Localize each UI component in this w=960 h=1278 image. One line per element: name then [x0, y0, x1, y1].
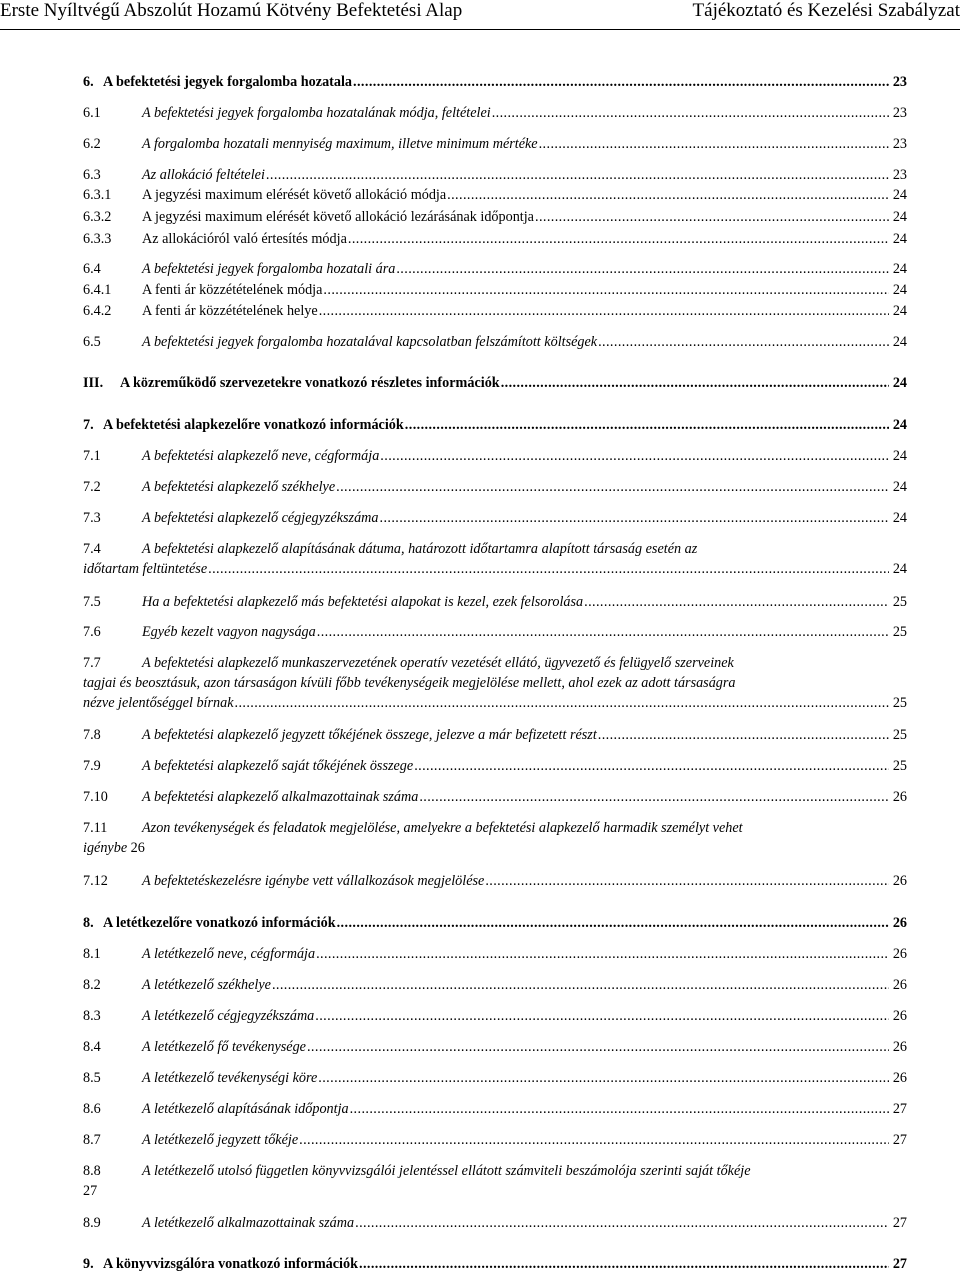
- toc-number: 6.3.2: [83, 209, 112, 225]
- toc-title-line-1: A befektetési alapkezelő alapításának dátuma, határozott időtartamra alapított társaság esetén az: [142, 541, 698, 557]
- toc-title-line-1: A befektetési alapkezelő munkaszervezetének operatív vezetését ellátó, ügyvezető és felügyelő szerveinek: [142, 655, 734, 671]
- toc-page: 24: [892, 231, 907, 247]
- toc-leader-dots: [396, 259, 889, 279]
- toc-page: 26: [892, 946, 907, 962]
- toc-entry-8-3[interactable]: [83, 1006, 907, 1026]
- page-header: [0, 0, 960, 22]
- toc-title: A letétkezelőre vonatkozó információk: [103, 915, 336, 931]
- toc-entry-6-1[interactable]: [83, 103, 907, 123]
- toc-leader-dots: [348, 229, 889, 249]
- toc-leader-dots: [539, 134, 889, 154]
- toc-page: 26: [892, 977, 907, 993]
- toc-title: A befektetési jegyek forgalomba hozatali ára: [142, 261, 396, 277]
- toc-number: 8.6: [83, 1101, 101, 1117]
- toc-leader-dots: [501, 373, 889, 393]
- toc-title: A befektetési jegyek forgalomba hozatala: [103, 74, 353, 90]
- toc-number: 7.6: [83, 624, 101, 640]
- toc-page: 24: [892, 209, 907, 225]
- toc-entry-8-7[interactable]: [83, 1130, 907, 1150]
- toc-entry-7-11[interactable]: [83, 818, 907, 858]
- toc-leader-dots: [315, 1006, 889, 1026]
- toc-page: 25: [892, 695, 907, 711]
- toc-number: III.: [83, 375, 104, 391]
- toc-page: 26: [892, 789, 907, 805]
- toc-leader-dots: [447, 185, 889, 205]
- toc-leader-dots: [584, 592, 889, 612]
- toc-number: 6.: [83, 74, 94, 90]
- toc-title: A fenti ár közzétételének helye: [142, 303, 318, 319]
- toc-page: 27: [83, 1183, 98, 1199]
- toc-title: A befektetéskezelésre igénybe vett vállalkozások megjelölése: [142, 873, 485, 889]
- toc-page: 27: [892, 1132, 907, 1148]
- toc-leader-dots: [299, 1130, 889, 1150]
- toc-page: 26: [892, 1008, 907, 1024]
- toc-number: 7.7: [83, 655, 101, 671]
- toc-page: 26: [892, 1039, 907, 1055]
- toc-title-line-1: A letétkezelő utolsó független könyvvizsgálói jelentéssel ellátott számviteli beszámolója szerinti saját tőkéje: [142, 1163, 751, 1179]
- toc-page: 24: [892, 261, 907, 277]
- toc-number: 7.2: [83, 479, 101, 495]
- toc-page: 27: [892, 1256, 907, 1272]
- toc-title: A forgalomba hozatali mennyiség maximum, illetve minimum mértéke: [142, 136, 538, 152]
- toc-title: Ha a befektetési alapkezelő más befektetési alapokat is kezel, ezek felsorolása: [142, 594, 584, 610]
- toc-page: 24: [892, 417, 907, 433]
- toc-page: 23: [892, 136, 907, 152]
- toc-page: 26: [892, 873, 907, 889]
- toc-entry-7-10[interactable]: [83, 787, 907, 807]
- toc-entry-8-1[interactable]: [83, 944, 907, 964]
- toc-title: A letétkezelő neve, cégformája: [142, 946, 316, 962]
- header-rule: [0, 29, 960, 30]
- toc-entry-7-7[interactable]: [83, 653, 907, 713]
- toc-number: 7.3: [83, 510, 101, 526]
- toc-title: A letétkezelő cégjegyzékszáma: [142, 1008, 315, 1024]
- toc-entry-6-3[interactable]: [83, 165, 907, 185]
- toc-entry-9[interactable]: [83, 1254, 907, 1274]
- toc-title: A letétkezelő tevékenységi köre: [142, 1070, 318, 1086]
- toc-number: 6.3.1: [83, 187, 112, 203]
- toc-leader-dots: [307, 1037, 889, 1057]
- toc-page: 24: [892, 334, 907, 350]
- toc-leader-dots: [208, 559, 889, 579]
- toc-leader-dots: [316, 944, 889, 964]
- toc-number: 8.2: [83, 977, 101, 993]
- toc-number: 7.9: [83, 758, 101, 774]
- toc-number: 7.4: [83, 541, 101, 557]
- toc-page: 24: [892, 479, 907, 495]
- toc-number: 7.: [83, 417, 94, 433]
- toc-title: A fenti ár közzétételének módja: [142, 282, 323, 298]
- toc-page: 24: [892, 187, 907, 203]
- toc-number: 6.4.1: [83, 282, 112, 298]
- toc-title: A befektetési alapkezelő alkalmazottainak száma: [142, 789, 419, 805]
- toc-number: 8.9: [83, 1215, 101, 1231]
- toc-leader-dots: [353, 72, 889, 92]
- toc-title: A befektetési alapkezelő székhelye: [142, 479, 336, 495]
- toc-leader-dots: [266, 165, 889, 185]
- toc-page: 26: [892, 915, 907, 931]
- toc-entry-7-5[interactable]: [83, 592, 907, 612]
- toc-number: 6.4.2: [83, 303, 112, 319]
- toc-title: A letétkezelő jegyzett tőkéje: [142, 1132, 299, 1148]
- toc-entry-8-8[interactable]: [83, 1161, 907, 1201]
- toc-title-line-3: nézve jelentőséggel bírnak: [83, 695, 234, 711]
- toc-page: 23: [892, 105, 907, 121]
- toc-title: A befektetési alapkezelő jegyzett tőkéjének összege, jelezve a már befizetett részt: [142, 727, 597, 743]
- toc-page: 26: [130, 840, 145, 856]
- toc-number: 9.: [83, 1256, 94, 1272]
- toc-title: A befektetési jegyek forgalomba hozatalának módja, feltételei: [142, 105, 491, 121]
- toc-number: 8.7: [83, 1132, 101, 1148]
- toc-entry-6[interactable]: [83, 72, 907, 92]
- toc-leader-dots: [318, 1068, 889, 1088]
- toc-title: Egyéb kezelt vagyon nagysága: [142, 624, 316, 640]
- toc-title: A jegyzési maximum elérését követő allokáció módja: [142, 187, 447, 203]
- toc-entry-6-4-2[interactable]: [83, 301, 907, 321]
- toc-entry-6-3-3[interactable]: [83, 229, 907, 249]
- toc-page: 25: [892, 758, 907, 774]
- toc-entry-III[interactable]: [83, 373, 907, 393]
- toc-entry-6-3-2[interactable]: [83, 207, 907, 227]
- toc-number: 7.1: [83, 448, 101, 464]
- toc-entry-7-4[interactable]: [83, 539, 907, 579]
- toc-number: 8.1: [83, 946, 101, 962]
- toc-title: A befektetési alapkezelő saját tőkéjének összege: [142, 758, 414, 774]
- toc-entry-7-9[interactable]: [83, 756, 907, 776]
- toc-leader-dots: [405, 415, 889, 435]
- toc-entry-7-6[interactable]: [83, 622, 907, 642]
- toc-number: 6.2: [83, 136, 101, 152]
- toc-entry-7[interactable]: [83, 415, 907, 435]
- toc-entry-7-8[interactable]: [83, 725, 907, 745]
- toc-number: 7.12: [83, 873, 108, 889]
- toc-title: A befektetési jegyek forgalomba hozatalával kapcsolatban felszámított költségek: [142, 334, 598, 350]
- toc-leader-dots: [380, 508, 890, 528]
- toc-number: 7.11: [83, 820, 108, 836]
- toc-number: 7.10: [83, 789, 108, 805]
- toc-page: 24: [892, 282, 907, 298]
- toc-leader-dots: [359, 1254, 889, 1274]
- toc-title: Az allokációról való értesítés módja: [142, 231, 347, 247]
- toc-number: 6.3.3: [83, 231, 112, 247]
- toc-leader-dots: [419, 787, 889, 807]
- toc-leader-dots: [598, 725, 889, 745]
- toc-entry-7-12[interactable]: [83, 871, 907, 891]
- toc-leader-dots: [414, 756, 889, 776]
- toc-title: A könyvvizsgálóra vonatkozó információk: [103, 1256, 358, 1272]
- toc-number: 6.4: [83, 261, 101, 277]
- toc-title-line-1: Azon tevékenységek és feladatok megjelölése, amelyekre a befektetési alapkezelő harmadik személyt vehet: [142, 820, 743, 836]
- toc-entry-6-4[interactable]: [83, 259, 907, 279]
- toc-number: 7.8: [83, 727, 101, 743]
- toc-leader-dots: [337, 913, 889, 933]
- toc-entry-8-6[interactable]: [83, 1099, 907, 1119]
- toc-title: A letétkezelő székhelye: [142, 977, 271, 993]
- toc-leader-dots: [535, 207, 889, 227]
- toc-leader-dots: [272, 975, 889, 995]
- toc-entry-8-4[interactable]: [83, 1037, 907, 1057]
- toc-entry-8-2[interactable]: [83, 975, 907, 995]
- header-fund-name: Erste Nyíltvégű Abszolút Hozamú Kötvény Befektetési Alap: [0, 0, 463, 21]
- toc-page: 24: [892, 375, 907, 391]
- toc-page: 27: [892, 1215, 907, 1231]
- toc-title-line-2: igénybe: [83, 840, 128, 856]
- toc-page: 23: [892, 167, 907, 183]
- toc-number: 6.1: [83, 105, 101, 121]
- toc-number: 8.8: [83, 1163, 101, 1179]
- toc-leader-dots: [323, 280, 889, 300]
- toc-page: 25: [892, 727, 907, 743]
- toc-page: 26: [892, 1070, 907, 1086]
- toc-title: A letétkezelő fő tevékenysége: [142, 1039, 306, 1055]
- toc-entry-7-3[interactable]: [83, 508, 907, 528]
- toc-title: A befektetési alapkezelőre vonatkozó információk: [103, 417, 404, 433]
- toc-title: A közreműködő szervezetekre vonatkozó részletes információk: [120, 375, 500, 391]
- toc-leader-dots: [380, 446, 889, 466]
- toc-number: 6.5: [83, 334, 101, 350]
- toc-leader-dots: [492, 103, 889, 123]
- toc-page: 24: [892, 448, 907, 464]
- toc-leader-dots: [336, 477, 889, 497]
- toc-page: 25: [892, 624, 907, 640]
- toc-leader-dots: [598, 332, 889, 352]
- toc-leader-dots: [319, 301, 889, 321]
- toc-page: 23: [892, 74, 907, 90]
- toc-entry-6-5[interactable]: [83, 332, 907, 352]
- toc-number: 8.: [83, 915, 94, 931]
- toc-leader-dots: [235, 693, 890, 713]
- toc-entry-8-9[interactable]: [83, 1213, 907, 1233]
- toc-entry-6-3-1[interactable]: [83, 185, 907, 205]
- toc-entry-6-2[interactable]: [83, 134, 907, 154]
- toc-page: 25: [892, 594, 907, 610]
- toc-page: 27: [892, 1101, 907, 1117]
- toc-number: 7.5: [83, 594, 101, 610]
- toc-title: A befektetési alapkezelő cégjegyzékszáma: [142, 510, 379, 526]
- toc-number: 8.4: [83, 1039, 101, 1055]
- toc-title: A letétkezelő alkalmazottainak száma: [142, 1215, 355, 1231]
- toc-leader-dots: [317, 622, 889, 642]
- toc-entry-7-1[interactable]: [83, 446, 907, 466]
- toc-title: A letétkezelő alapításának időpontja: [142, 1101, 349, 1117]
- toc-title: A jegyzési maximum elérését követő allokáció lezárásának időpontja: [142, 209, 534, 225]
- toc-number: 8.3: [83, 1008, 101, 1024]
- toc-leader-dots: [350, 1099, 889, 1119]
- toc-page: 24: [892, 303, 907, 319]
- toc-entry-7-2[interactable]: [83, 477, 907, 497]
- toc-title-line-2: tagjai és beosztásuk, azon társaságon kívüli főbb tevékenységeik megjelölése mellett, ahol ezek az adott társaságra: [83, 675, 736, 691]
- header-document-title: Tájékoztató és Kezelési Szabályzat: [692, 0, 960, 21]
- toc-number: 6.3: [83, 167, 101, 183]
- toc-entry-8-5[interactable]: [83, 1068, 907, 1088]
- toc-entry-6-4-1[interactable]: [83, 280, 907, 300]
- toc-title: A befektetési alapkezelő neve, cégformája: [142, 448, 380, 464]
- toc-page: 24: [892, 561, 907, 577]
- toc-title-line-2: időtartam feltüntetése: [83, 561, 208, 577]
- toc-page: 24: [892, 510, 907, 526]
- toc-entry-8[interactable]: [83, 913, 907, 933]
- toc-leader-dots: [355, 1213, 889, 1233]
- toc-number: 8.5: [83, 1070, 101, 1086]
- toc-leader-dots: [485, 871, 889, 891]
- toc-title: Az allokáció feltételei: [142, 167, 265, 183]
